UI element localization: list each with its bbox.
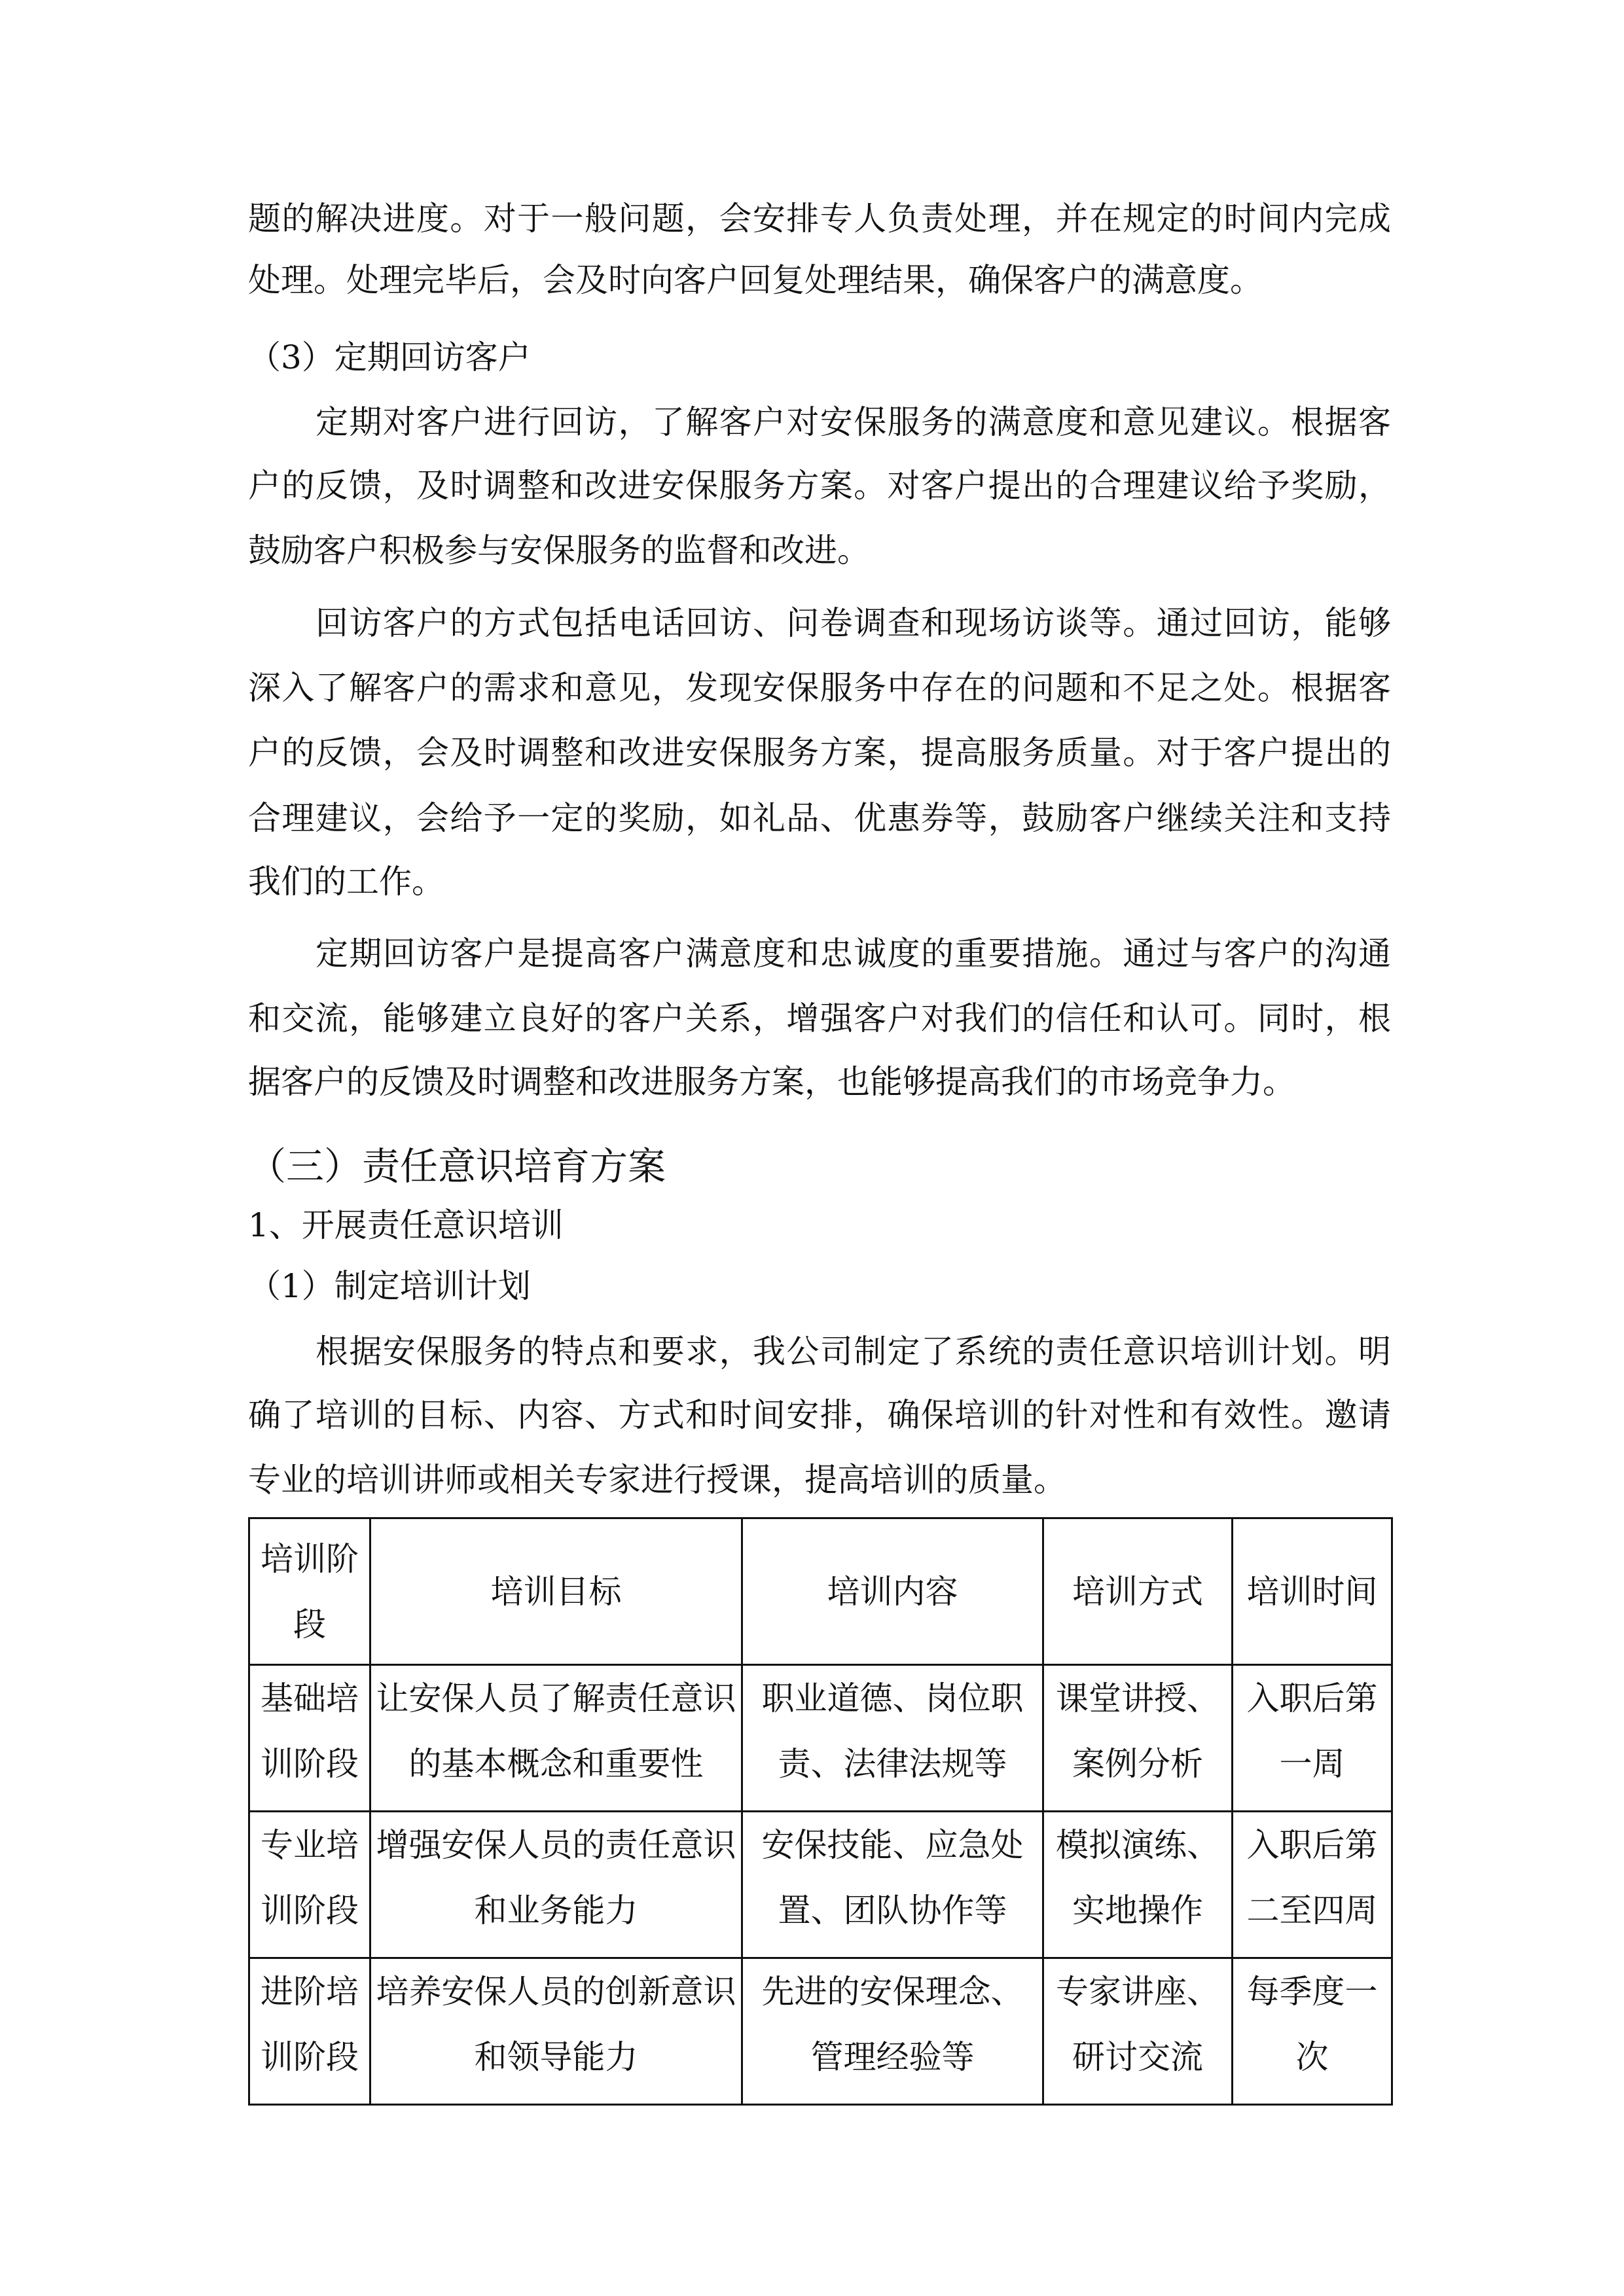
cell-text-line: 培养安保人员的创新意识 bbox=[376, 1973, 736, 2011]
cell-text-line: 培训目标 bbox=[490, 1572, 622, 1611]
table-cell bbox=[370, 1665, 742, 1812]
paragraph-line: 合理建议，会给予一定的奖励，如礼品、优惠券等，鼓励客户继续关注和支持 bbox=[248, 799, 1391, 837]
paragraph-line: 定期对客户进行回访，了解客户对安保服务的满意度和意见建议。根据客 bbox=[316, 403, 1391, 441]
cell-text-line: 培训阶 bbox=[261, 1539, 359, 1578]
paragraph-line: 专业的培训讲师或相关专家进行授课，提高培训的质量。 bbox=[248, 1461, 1066, 1499]
table-row bbox=[249, 1812, 1392, 1958]
cell-text-line: 基础培 bbox=[261, 1679, 359, 1717]
paragraph-line: 户的反馈，及时调整和改进安保服务方案。对客户提出的合理建议给予奖励， bbox=[248, 467, 1391, 505]
table-row bbox=[249, 1665, 1392, 1812]
table-cell bbox=[370, 1812, 742, 1958]
header-cell bbox=[742, 1518, 1043, 1665]
table-cell bbox=[1233, 1958, 1392, 2105]
table-cell bbox=[1233, 1665, 1392, 1812]
cell-text-line: 训阶段 bbox=[261, 1892, 359, 1929]
paragraph-line: 深入了解客户的需求和意见，发现安保服务中存在的问题和不足之处。根据客 bbox=[248, 669, 1391, 707]
cell-text-line: 培训方式 bbox=[1072, 1572, 1203, 1611]
cell-text-line: 培训时间 bbox=[1246, 1572, 1378, 1611]
table-cell bbox=[742, 1958, 1043, 2105]
cell-text-line: 让安保人员了解责任意识 bbox=[376, 1679, 736, 1717]
cell-text-line: 培训内容 bbox=[827, 1572, 958, 1611]
subheading: （3）定期回访客户 bbox=[248, 338, 531, 376]
cell-text-line: 次 bbox=[1295, 2038, 1329, 2076]
cell-text-line: 责、法律法规等 bbox=[778, 1745, 1007, 1783]
cell-text-line: 专业培 bbox=[261, 1826, 359, 1864]
paragraph-line: 题的解决进度。对于一般问题，会安排专人负责处理，并在规定的时间内完成 bbox=[248, 200, 1391, 238]
table-row bbox=[249, 1958, 1392, 2105]
cell-text-line: 专家讲座、 bbox=[1056, 1973, 1219, 2011]
cell-text-line: 案例分析 bbox=[1072, 1745, 1203, 1783]
training-plan-table bbox=[248, 1517, 1393, 2106]
table-cell bbox=[1043, 1958, 1233, 2105]
cell-text-line: 段 bbox=[293, 1605, 326, 1643]
paragraph-line: 据客户的反馈及时调整和改进服务方案，也能够提高我们的市场竞争力。 bbox=[248, 1063, 1295, 1101]
cell-text-line: 训阶段 bbox=[261, 1745, 359, 1783]
cell-text-line: 职业道德、岗位职 bbox=[761, 1679, 1024, 1717]
cell-text-line: 训阶段 bbox=[261, 2038, 359, 2076]
cell-text-line: 模拟演练、 bbox=[1056, 1826, 1219, 1864]
cell-text-line: 置、团队协作等 bbox=[778, 1892, 1007, 1929]
paragraph-line: 我们的工作。 bbox=[248, 863, 444, 901]
cell-text-line: 实地操作 bbox=[1072, 1892, 1203, 1929]
header-cell bbox=[1043, 1518, 1233, 1665]
table-header-row bbox=[249, 1518, 1392, 1665]
table-cell bbox=[370, 1958, 742, 2105]
cell-text-line: 课堂讲授、 bbox=[1056, 1679, 1219, 1717]
cell-text-line: 入职后第 bbox=[1246, 1679, 1378, 1717]
cell-text-line: 增强安保人员的责任意识 bbox=[376, 1826, 736, 1864]
subheading: （1）制定培训计划 bbox=[248, 1267, 531, 1305]
header-cell bbox=[370, 1518, 742, 1665]
cell-text-line: 的基本概念和重要性 bbox=[408, 1745, 704, 1783]
cell-text-line: 和领导能力 bbox=[474, 2038, 638, 2076]
paragraph-line: 处理。处理完毕后，会及时向客户回复处理结果，确保客户的满意度。 bbox=[248, 261, 1263, 299]
paragraph-line: 根据安保服务的特点和要求，我公司制定了系统的责任意识培训计划。明 bbox=[316, 1333, 1391, 1371]
table-cell bbox=[742, 1665, 1043, 1812]
cell-text-line: 研讨交流 bbox=[1072, 2038, 1203, 2076]
cell-text-line: 和业务能力 bbox=[474, 1892, 638, 1929]
paragraph-line: 户的反馈，会及时调整和改进安保服务方案，提高服务质量。对于客户提出的 bbox=[248, 734, 1391, 772]
cell-text-line: 一周 bbox=[1279, 1745, 1345, 1783]
section-heading: （三）责任意识培育方案 bbox=[248, 1144, 666, 1189]
cell-text-line: 二至四周 bbox=[1246, 1892, 1378, 1929]
table-cell bbox=[249, 1665, 370, 1812]
header-cell bbox=[1233, 1518, 1392, 1665]
paragraph-line: 和交流，能够建立良好的客户关系，增强客户对我们的信任和认可。同时，根 bbox=[248, 999, 1391, 1037]
paragraph-line: 定期回访客户是提高客户满意度和忠诚度的重要措施。通过与客户的沟通 bbox=[316, 935, 1391, 973]
paragraph-line: 回访客户的方式包括电话回访、问卷调查和现场访谈等。通过回访，能够 bbox=[316, 604, 1391, 642]
table-cell bbox=[742, 1812, 1043, 1958]
cell-text-line: 管理经验等 bbox=[810, 2038, 975, 2076]
cell-text-line: 安保技能、应急处 bbox=[761, 1826, 1024, 1864]
cell-text-line: 先进的安保理念、 bbox=[761, 1973, 1024, 2011]
header-cell bbox=[249, 1518, 370, 1665]
table-cell bbox=[1043, 1665, 1233, 1812]
table-cell bbox=[249, 1812, 370, 1958]
table-cell bbox=[249, 1958, 370, 2105]
cell-text-line: 进阶培 bbox=[261, 1973, 359, 2011]
table-cell bbox=[1043, 1812, 1233, 1958]
cell-text-line: 入职后第 bbox=[1246, 1826, 1378, 1864]
cell-text-line: 每季度一 bbox=[1246, 1973, 1378, 2011]
paragraph-line: 确了培训的目标、内容、方式和时间安排，确保培训的针对性和有效性。邀请 bbox=[248, 1396, 1391, 1434]
table-cell bbox=[1233, 1812, 1392, 1958]
subheading: 1、开展责任意识培训 bbox=[248, 1206, 564, 1244]
paragraph-line: 鼓励客户积极参与安保服务的监督和改进。 bbox=[248, 531, 870, 569]
